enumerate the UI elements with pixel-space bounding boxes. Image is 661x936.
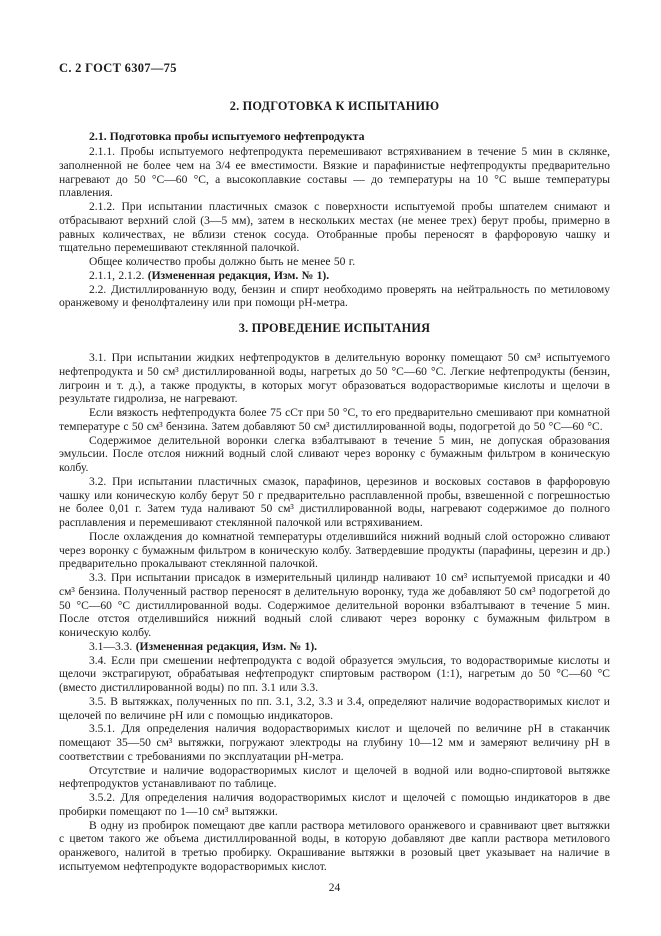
paragraph-3-4: 3.4. Если при смешении нефтепродукта с водой образуется эмульсия, то водорастворимые кислоты и щелочи экстрагируют, обрабатывая нефтепродукт спиртовым раствором (1:1), нагретым до 50 °С—60 °С (вместо дистиллированной воды) по пп. 3.1 или 3.3. xyxy=(59,654,610,694)
amendment-prefix: 3.1—3.3. xyxy=(89,640,136,653)
paragraph-2-2: 2.2. Дистиллированную воду, бензин и спирт необходимо проверять на нейтральность по метиловому оранжевому и фенолфталеину или при помощи рН-метра. xyxy=(59,283,610,310)
paragraph-2-1-2: 2.1.2. При испытании пластичных смазок с поверхности испытуемой пробы шпателем снимают и отбрасывают верхний слой (3—5 мм), затем в нескольких местах (не менее трех) берут пробы, примерно в равных количествах, не вблизи стенок сосуда. Отобранные пробы переносят в фарфоровую чашку и тщательно перемешивают стеклянной палочкой. xyxy=(59,201,610,255)
page-header-gost-number: С. 2 ГОСТ 6307—75 xyxy=(59,61,177,75)
paragraph-3-1-funnel: Содержимое делительной воронки слегка взбалтывают в течение 5 мин, не допуская образования эмульсии. После отслоя нижний водный слой сливают через воронку с бумажным фильтром в коническую колбу. xyxy=(59,434,610,474)
amendment-prefix: 2.1.1, 2.1.2. xyxy=(89,269,148,282)
paragraph-3-3: 3.3. При испытании присадок в измерительный цилиндр наливают 10 см³ испытуемой присадки и 40 см³ бензина. Полученный раствор переносят в делительную воронку, туда же добавляют 50 см³ подогретой до 50 °С—60 °С дистиллированной воды. Содержимое делительной воронки взбалтывают в течение 5 мин. После отстоя отделившийся нижний водный слой сливают через воронку с бумажным фильтром в коническую колбу. xyxy=(59,572,610,639)
paragraph-3-2: 3.2. При испытании пластичных смазок, парафинов, церезинов и восковых составов в фарфоровую чашку или коническую колбу берут 50 г предварительно расплавленной пробы, взвешенной с погрешностью не более 0,01 г. Затем туда наливают 50 см³ дистиллированной воды, нагревают содержимое до полного расплавления и перемешивают стеклянной палочкой или встряхиванием. xyxy=(59,475,610,529)
paragraph-3-5-2: 3.5.2. Для определения наличия водорастворимых кислот и щелочей с помощью индикаторов в две пробирки помещают по 1—10 см³ вытяжки. xyxy=(59,792,610,818)
section-2-heading: 2. ПОДГОТОВКА К ИСПЫТАНИЮ xyxy=(229,99,440,113)
amendment-note: (Измененная редакция, Изм. № 1). xyxy=(147,269,330,282)
paragraph-3-2-cooling: После охлаждения до комнатной температуры отделившийся нижний водный слой осторожно сливают через воронку с бумажным фильтром в коническую колбу. Затвердевшие продукты (парафины, церезин и др.) предварительно прокалывают стеклянной палочкой. xyxy=(59,530,610,571)
paragraph-3-5-1-table: Отсутствие и наличие водорастворимых кислот и щелочей в водной или водно-спиртовой вытяжке нефтепродуктов устанавливают по таблице. xyxy=(59,764,610,791)
paragraph-amendment-3-1-3-3 xyxy=(59,641,610,655)
paragraph-amendment-2-1 xyxy=(59,270,610,284)
paragraph-3-1: 3.1. При испытании жидких нефтепродуктов в делительную воронку помещают 50 см³ испытуемого нефтепродукта и 50 см³ дистиллированной воды, нагретых до 50 °С—60 °С. Легкие нефтепродукты (бензин, лигроин и т. д.), а также продукты, в которых могут образоваться водорастворимые кислоты и щелочи в результате гидролиза, не нагревают. xyxy=(59,352,610,406)
paragraph-2-1-1: 2.1.1. Пробы испытуемого нефтепродукта перемешивают встряхиванием в течение 5 мин в склянке, заполненной не более чем на 3/4 ее вместимости. Вязкие и парафинистые нефтепродукты предварительно нагревают до 50 °С—60 °С, а высокоплавкие составы — до температуры на 10 °С выше температуры плавления. xyxy=(59,146,610,200)
section-3-heading: 3. ПРОВЕДЕНИЕ ИСПЫТАНИЯ xyxy=(238,321,431,335)
amendment-note: (Измененная редакция, Изм. № 1). xyxy=(135,640,318,653)
paragraph-3-5-1: 3.5.1. Для определения наличия водорастворимых кислот и щелочей по величине рН в стаканчик помещают 35—50 см³ вытяжки, погружают электроды на глубину 10—12 мм и замеряют величину рН в соответствии с требованиями по эксплуатации рН-метра. xyxy=(59,723,610,763)
subsection-2-1-heading: 2.1. Подготовка пробы испытуемого нефтепродукта xyxy=(89,129,365,143)
paragraph-3-1-viscosity: Если вязкость нефтепродукта более 75 сСт при 50 °С, то его предварительно смешивают при комнатной температуре с 50 см³ бензина. Затем добавляют 50 см³ дистиллированной воды, подогретой до 50 °С—60 °С. xyxy=(59,407,610,433)
paragraph-sample-total: Общее количество пробы должно быть не менее 50 г. xyxy=(89,256,356,268)
paragraph-3-5-2-indicator: В одну из пробирок помещают две капли раствора метилового оранжевого и сравнивают цвет вытяжки с цветом такого же объема дистиллированной воды, в которую добавляют две капли раствора метилового оранжевого, налитой в третью пробирку. Окрашивание вытяжки в розовый цвет указывает на наличие в испытуемом нефтепродукте водорастворимых кислот. xyxy=(59,819,610,873)
page-number: 24 xyxy=(328,881,341,894)
paragraph-3-5: 3.5. В вытяжках, полученных по пп. 3.1, 3.2, 3.3 и 3.4, определяют наличие водорастворимых кислот и щелочей по величине рН или с помощью индикаторов. xyxy=(59,695,610,722)
